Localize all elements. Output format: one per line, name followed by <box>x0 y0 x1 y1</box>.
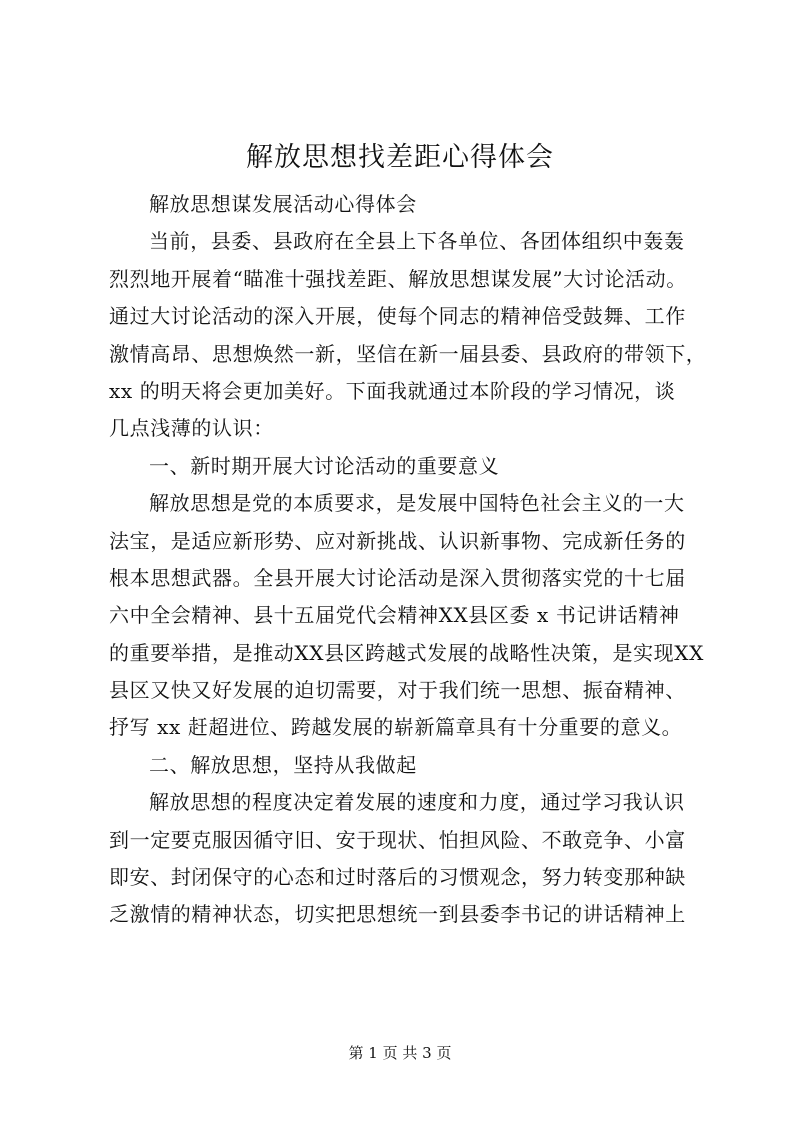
text-line: 六中全会精神、县十五届党代会精神XX县区委 x 书记讲话精神 <box>109 603 680 628</box>
intro-paragraph <box>109 223 709 447</box>
section-2-paragraph <box>109 784 709 934</box>
text-line: 激情高昂、思想焕然一新，坚信在新一届县委、县政府的带领下， <box>109 341 707 366</box>
text-line: 一、新时期开展大讨论活动的重要意义 <box>149 453 500 478</box>
text-line: 到一定要克服因循守旧、安于现状、怕担风险、不敢竞争、小富 <box>109 827 686 852</box>
text-line: 解放思想谋发展活动心得体会 <box>149 192 417 216</box>
text-line: 烈烈地开展着“瞄准十强找差距、解放思想谋发展”大讨论活动。 <box>109 266 687 291</box>
text-line: 法宝，是适应新形势、应对新挑战、认识新事物、完成新任务的 <box>109 528 686 553</box>
section-1-paragraph <box>109 485 709 747</box>
subtitle-paragraph <box>109 186 709 223</box>
document-title: 解放思想找差距心得体会 <box>246 142 554 173</box>
text-line: 通过大讨论活动的深入开展，使每个同志的精神倍受鼓舞、工作 <box>109 304 686 329</box>
text-line: 抒写 xx 赶超进位、跨越发展的崭新篇章具有十分重要的意义。 <box>109 715 683 740</box>
text-line: 县区又快又好发展的迫切需要，对于我们统一思想、振奋精神、 <box>109 678 686 703</box>
text-line: 解放思想的程度决定着发展的速度和力度，通过学习我认识 <box>149 790 685 815</box>
section-heading-1 <box>109 448 709 485</box>
page-number-footer: 第 1 页 共 3 页 <box>348 1044 452 1062</box>
text-line: 的重要举措，是推动XX县区跨越式发展的战略性决策，是实现XX <box>109 640 704 665</box>
text-line: 乏激情的精神状态，切实把思想统一到县委李书记的讲话精神上 <box>109 902 686 927</box>
text-line: 几点浅薄的认识： <box>109 416 274 441</box>
text-line: 当前，县委、县政府在全县上下各单位、各团体组织中轰轰 <box>149 229 685 254</box>
text-line: xx 的明天将会更加美好。下面我就通过本阶段的学习情况，谈 <box>109 378 676 403</box>
document-body <box>109 186 709 934</box>
text-line: 即安、封闭保守的心态和过时落后的习惯观念，努力转变那种缺 <box>109 865 686 890</box>
text-line: 解放思想是党的本质要求，是发展中国特色社会主义的一大 <box>149 491 685 516</box>
section-heading-2 <box>109 747 709 784</box>
text-line: 二、解放思想，坚持从我做起 <box>149 752 417 777</box>
text-line: 根本思想武器。全县开展大讨论活动是深入贯彻落实党的十七届 <box>109 565 686 590</box>
